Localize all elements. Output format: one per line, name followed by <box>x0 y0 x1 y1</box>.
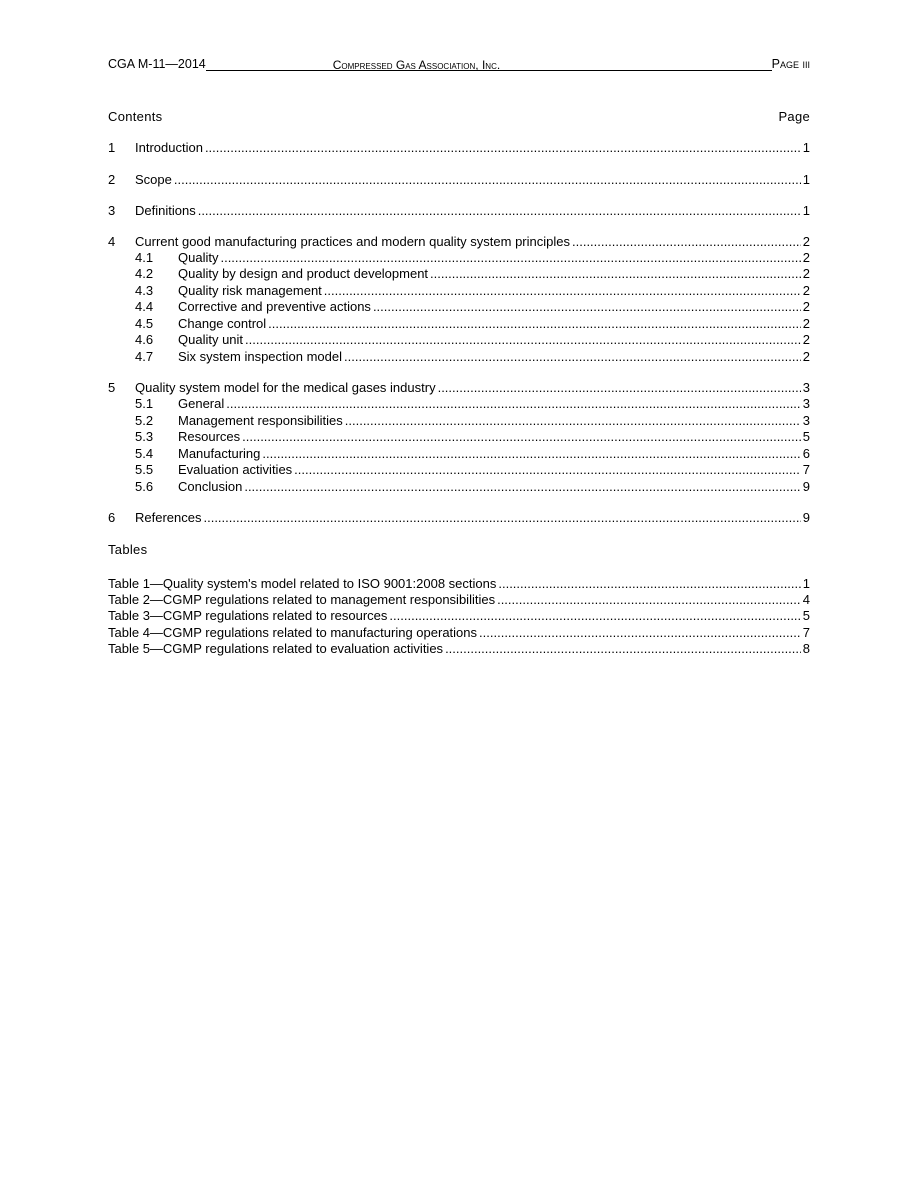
toc-entry-4-4[interactable] <box>108 299 810 315</box>
toc-leader <box>244 479 800 495</box>
table-title: Table 2—CGMP regulations related to management responsibilities <box>108 592 496 607</box>
toc-title: Quality by design and product development <box>178 266 429 281</box>
toc-title: Quality system model for the medical gases industry <box>135 380 436 395</box>
toc-entry-4-6[interactable] <box>108 332 810 348</box>
toc-page: 3 <box>802 380 810 395</box>
toc-leader <box>498 576 800 592</box>
document-page <box>108 0 810 1188</box>
toc-page: 3 <box>802 396 810 411</box>
toc-title: Manufacturing <box>178 446 261 461</box>
toc-title: Management responsibilities <box>178 413 343 428</box>
toc-title: References <box>135 510 202 525</box>
toc-leader <box>572 234 801 250</box>
toc-leader <box>268 316 801 332</box>
toc-title: Quality <box>178 250 219 265</box>
table-page: 7 <box>802 625 810 640</box>
toc-leader <box>205 140 801 156</box>
toc-page: 3 <box>802 413 810 428</box>
toc-title: Corrective and preventive actions <box>178 299 371 314</box>
toc-page: 6 <box>802 446 810 461</box>
toc-number: 1 <box>108 140 116 155</box>
toc-entry-5-2[interactable] <box>108 413 810 429</box>
toc-page: 1 <box>802 172 810 187</box>
toc-entry-5-5[interactable] <box>108 462 810 478</box>
toc-leader <box>345 413 801 429</box>
toc-leader <box>373 299 801 315</box>
toc-leader <box>174 172 801 188</box>
toc-page: 2 <box>802 266 810 281</box>
table-page: 8 <box>802 641 810 656</box>
toc-number: 4.6 <box>135 332 154 347</box>
toc-entry-4-7[interactable] <box>108 349 810 365</box>
toc-title: Introduction <box>135 140 203 155</box>
toc-number: 5.3 <box>135 429 154 444</box>
toc-entry-4-3[interactable] <box>108 283 810 299</box>
toc-title: Quality unit <box>178 332 244 347</box>
contents-title: Contents <box>108 109 163 124</box>
header-rule <box>206 57 772 71</box>
toc-entry-5-6[interactable] <box>108 479 810 495</box>
toc-number: 5.1 <box>135 396 154 411</box>
toc-leader <box>497 592 801 608</box>
toc-number: 2 <box>108 172 116 187</box>
toc-title: Current good manufacturing practices and modern quality system principles <box>135 234 570 249</box>
table-entry-2[interactable] <box>108 592 810 608</box>
toc-leader <box>438 380 801 396</box>
table-title: Table 4—CGMP regulations related to manufacturing operations <box>108 625 478 640</box>
toc-page: 1 <box>802 140 810 155</box>
table-entry-1[interactable] <box>108 576 810 592</box>
toc-page: 7 <box>802 462 810 477</box>
toc-leader <box>294 462 801 478</box>
table-entry-4[interactable] <box>108 625 810 641</box>
table-entry-3[interactable] <box>108 608 810 624</box>
toc-number: 4.1 <box>135 250 154 265</box>
toc-page: 5 <box>802 429 810 444</box>
toc-title: Evaluation activities <box>178 462 293 477</box>
toc-page: 2 <box>802 250 810 265</box>
header-publisher: Compressed Gas Association, Inc. <box>332 58 501 72</box>
toc-title: Resources <box>178 429 241 444</box>
toc-leader <box>242 429 801 445</box>
page-header <box>108 55 810 71</box>
toc-leader <box>245 332 801 348</box>
header-document-id: CGA M-11—2014 <box>108 57 206 71</box>
toc-page: 9 <box>802 479 810 494</box>
toc-page: 2 <box>802 349 810 364</box>
toc-entry-5[interactable] <box>108 380 810 396</box>
toc-number: 4.7 <box>135 349 154 364</box>
toc-title: Conclusion <box>178 479 243 494</box>
toc-number: 5.4 <box>135 446 154 461</box>
toc-leader <box>203 510 800 526</box>
toc-entry-6[interactable] <box>108 510 810 526</box>
toc-title: Quality risk management <box>178 283 322 298</box>
toc-title: Change control <box>178 316 267 331</box>
contents-heading <box>108 109 810 124</box>
toc-title: General <box>178 396 225 411</box>
toc-number: 5 <box>108 380 116 395</box>
toc-leader <box>220 250 800 266</box>
toc-leader <box>226 396 801 412</box>
toc-entry-4[interactable] <box>108 234 810 250</box>
toc-entry-5-3[interactable] <box>108 429 810 445</box>
toc-page: 9 <box>802 510 810 525</box>
toc-leader <box>479 625 801 641</box>
toc-leader <box>344 349 801 365</box>
toc-leader <box>389 608 800 624</box>
toc-leader <box>430 266 801 282</box>
tables-title: Tables <box>108 542 148 557</box>
toc-page: 1 <box>802 203 810 218</box>
table-entry-5[interactable] <box>108 641 810 657</box>
table-page: 5 <box>802 608 810 623</box>
table-title: Table 3—CGMP regulations related to resources <box>108 608 388 623</box>
toc-entry-5-4[interactable] <box>108 446 810 462</box>
toc-title: Definitions <box>135 203 196 218</box>
toc-title: Scope <box>135 172 172 187</box>
toc-page: 2 <box>802 234 810 249</box>
toc-number: 4.2 <box>135 266 154 281</box>
toc-entry-1[interactable] <box>108 140 810 156</box>
header-page-number: Page iii <box>771 57 810 71</box>
toc-number: 4.5 <box>135 316 154 331</box>
toc-page: 2 <box>802 299 810 314</box>
toc-page: 2 <box>802 283 810 298</box>
toc-number: 4.3 <box>135 283 154 298</box>
table-title: Table 1—Quality system's model related to ISO 9001:2008 sections <box>108 576 497 591</box>
toc-entry-2[interactable] <box>108 172 810 188</box>
toc-entry-4-1[interactable] <box>108 250 810 266</box>
toc-number: 5.5 <box>135 462 154 477</box>
toc-number: 3 <box>108 203 116 218</box>
toc-number: 5.6 <box>135 479 154 494</box>
table-title: Table 5—CGMP regulations related to evaluation activities <box>108 641 444 656</box>
toc-page: 2 <box>802 332 810 347</box>
toc-number: 5.2 <box>135 413 154 428</box>
toc-entry-4-2[interactable] <box>108 266 810 282</box>
toc-number: 4 <box>108 234 116 249</box>
toc-leader <box>198 203 801 219</box>
toc-number: 4.4 <box>135 299 154 314</box>
toc-entry-4-5[interactable] <box>108 316 810 332</box>
toc-number: 6 <box>108 510 116 525</box>
toc-title: Six system inspection model <box>178 349 343 364</box>
contents-page-label: Page <box>778 109 810 124</box>
table-page: 1 <box>802 576 810 591</box>
toc-entry-5-1[interactable] <box>108 396 810 412</box>
toc-page: 2 <box>802 316 810 331</box>
toc-leader <box>445 641 801 657</box>
table-page: 4 <box>802 592 810 607</box>
toc-leader <box>324 283 801 299</box>
toc-leader <box>262 446 800 462</box>
toc-entry-3[interactable] <box>108 203 810 219</box>
tables-heading <box>108 542 810 557</box>
